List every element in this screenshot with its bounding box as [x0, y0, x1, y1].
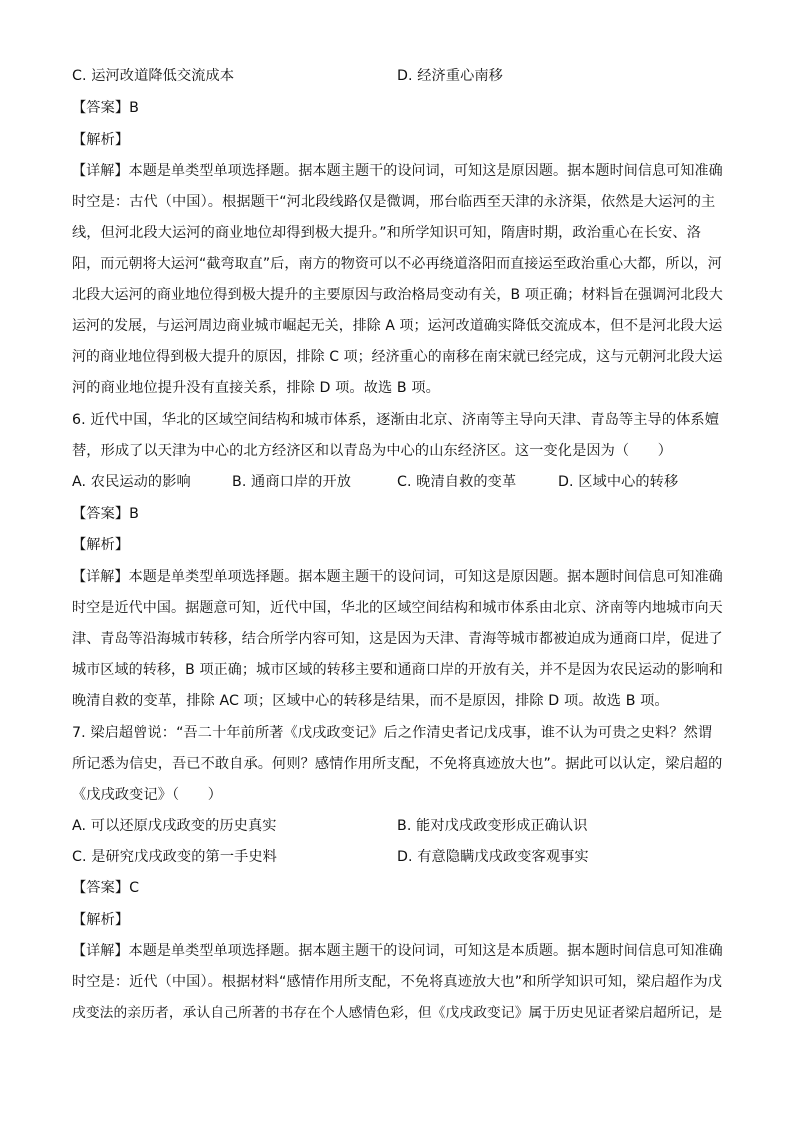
q5-detail-line: 线，但河北段大运河的商业地位却得到极大提升。”和所学知识可知，隋唐时期，政治重心在长安、洛: [72, 225, 702, 241]
q7-detail-line: 【详解】本题是单类型单项选择题。据本题主题干的设问词，可知这是本质题。据本题时间信息可知准确: [72, 943, 723, 959]
q5-detail-line: 【详解】本题是单类型单项选择题。据本题主题干的设问词，可知这是原因题。据本题时间信息可知准确: [72, 163, 723, 179]
q7-stem-line: 《戊戌政变记》（ ）: [72, 787, 223, 803]
q6-option-d: D. 区域中心的转移: [558, 474, 679, 490]
q5-detail-line: 河的商业地位得到极大提升的原因，排除 C 项；经济重心的南移在南宋就已经完成，这与元朝河北段大运: [72, 349, 723, 365]
q5-detail-line: 运河的发展，与运河周边商业城市崛起无关，排除 A 项；运河改道确实降低交流成本，但不是河北段大运: [72, 318, 723, 334]
q7-stem-line: 7. 梁启超曾说：“吾二十年前所著《戊戌政变记》后之作清史者记戊戌事，谁不认为可贵之史料？然谓: [72, 725, 713, 741]
q7-option-c: C. 是研究戊戌政变的第一手史料: [72, 849, 277, 865]
q5-detail-line: 阳，而元朝将大运河“截弯取直”后，南方的物资可以不必再绕道洛阳而直接运至政治重心大都，所以，河: [72, 256, 722, 272]
q5-detail-line: 时空是：古代（中国）。根据题干“河北段线路仅是微调，邢台临西至天津的永济渠，依然是大运河的主: [72, 194, 716, 210]
q7-option-d: D. 有意隐瞒戊戌政变客观事实: [397, 849, 589, 865]
q6-answer: 【答案】B: [72, 506, 139, 522]
q7-answer: 【答案】C: [72, 880, 140, 896]
q5-analysis-label: 【解析】: [72, 132, 130, 148]
q7-detail-line: 时空是：近代（中国）。根据材料“感情作用所支配，不免将真迹放大也”和所学知识可知，梁启超作为戊: [72, 974, 723, 990]
q6-analysis-label: 【解析】: [72, 537, 130, 553]
q7-detail-line: 戌变法的亲历者，承认自己所著的书存在个人感情色彩，但《戊戌政变记》属于历史见证者梁启超所记，是: [72, 1005, 723, 1021]
q6-detail-line: 城市区域的转移，B 项正确；城市区域的转移主要和通商口岸的开放有关，并不是因为农民运动的影响和: [72, 662, 723, 678]
q5-option-d: D. 经济重心南移: [397, 68, 503, 84]
q6-detail-line: 津、青岛等沿海城市转移，结合所学内容可知，这是因为天津、青海等城市都被迫成为通商口岸，促进了: [72, 631, 723, 647]
q7-stem-line: 所记悉为信史，吾已不敢自承。何则？感情作用所支配，不免将真迹放大也”。据此可以认定，梁启超的: [72, 756, 723, 772]
q5-detail-line: 北段大运河的商业地位得到极大提升的主要原因与政治格局变动有关，B 项正确；材料旨在强调河北段大: [72, 287, 723, 303]
q6-option-b: B. 通商口岸的开放: [232, 474, 352, 490]
q5-option-c: C. 运河改道降低交流成本: [72, 68, 235, 84]
q7-option-b: B. 能对戊戌政变形成正确认识: [397, 818, 588, 834]
q7-analysis-label: 【解析】: [72, 912, 130, 928]
q5-answer: 【答案】B: [72, 100, 139, 116]
q6-stem-line: 替，形成了以天津为中心的北方经济区和以青岛为中心的山东经济区。这一变化是因为（ ）: [72, 443, 673, 459]
q6-detail-line: 晚清自救的变革，排除 AC 项；区域中心的转移是结果，而不是原因，排除 D 项。故选 B 项。: [72, 693, 669, 709]
q6-option-c: C. 晚清自救的变革: [397, 474, 517, 490]
q6-stem-line: 6. 近代中国，华北的区域空间结构和城市体系，逐渐由北京、济南等主导向天津、青岛等主导的体系嬗: [72, 412, 719, 428]
q5-detail-line: 河的商业地位提升没有直接关系，排除 D 项。故选 B 项。: [72, 380, 440, 396]
q6-detail-line: 【详解】本题是单类型单项选择题。据本题主题干的设问词，可知这是原因题。据本题时间信息可知准确: [72, 569, 723, 585]
q7-option-a: A. 可以还原戊戌政变的历史真实: [72, 818, 277, 834]
q6-detail-line: 时空是近代中国。据题意可知，近代中国，华北的区域空间结构和城市体系由北京、济南等内地城市向天: [72, 600, 723, 616]
q6-option-a: A. 农民运动的影响: [72, 474, 191, 490]
